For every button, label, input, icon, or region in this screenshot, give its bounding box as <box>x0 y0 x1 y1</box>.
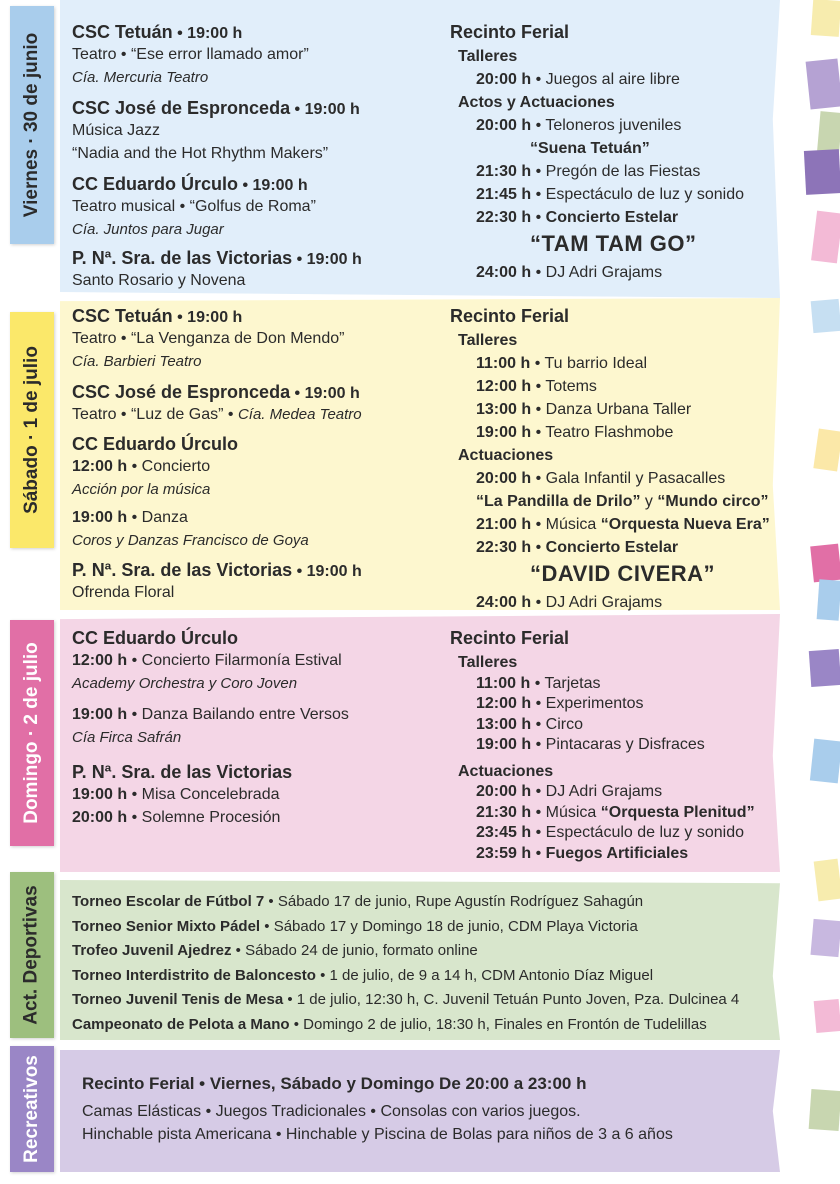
sports-row <box>72 892 643 912</box>
separator: • <box>531 401 546 418</box>
event-time: 19:00 h <box>476 424 532 441</box>
section-heading: Talleres <box>458 654 518 671</box>
event-time: 20:00 h <box>476 470 532 487</box>
venue-title <box>72 174 308 196</box>
event-line <box>72 197 316 217</box>
event-line <box>476 782 662 802</box>
venue-title <box>72 762 292 782</box>
separator: • <box>290 385 305 402</box>
headliner: “DAVID CIVERA” <box>530 561 716 586</box>
separator: • <box>531 844 546 862</box>
section-heading: Actos y Actuaciones <box>458 94 615 111</box>
event-line <box>72 651 342 671</box>
recreational-title: Recinto Ferial • Viernes, Sábado y Domingo De 20:00 a 23:00 h <box>82 1074 587 1093</box>
event-text: Teatro • “Ese error llamado amor” <box>72 46 309 63</box>
decor-shape <box>810 544 840 583</box>
venue-name: CSC Tetuán <box>72 22 173 42</box>
event-text: Concierto <box>141 458 211 475</box>
sports-label: Act. Deportivas <box>21 885 42 1025</box>
separator: • <box>223 406 238 423</box>
day-sunday-section <box>10 614 810 872</box>
event-line <box>72 271 245 291</box>
event-highlight: “Mundo circo” <box>657 493 769 510</box>
separator: • <box>531 71 546 88</box>
venue-name: CSC José de Espronceda <box>72 382 291 402</box>
venue-time: 19:00 h <box>304 101 360 118</box>
event-time: 19:00 h <box>72 786 128 803</box>
day-label: Sábado · 1 de julio <box>21 346 43 514</box>
separator: • <box>127 458 142 475</box>
event-text: Totems <box>545 378 597 395</box>
event-time: 24:00 h <box>476 264 532 281</box>
event-line <box>72 808 280 828</box>
event-text: Juegos al aire libre <box>545 71 680 88</box>
event-time: 23:59 h <box>476 844 532 862</box>
event-time: 21:00 h <box>476 516 532 533</box>
decor-shape <box>810 739 840 784</box>
event-text: Santo Rosario y Novena <box>72 272 246 289</box>
event-line <box>72 68 208 88</box>
event-text: Teatro Flashmobe <box>545 424 674 441</box>
recinto-title: Recinto Ferial <box>450 306 570 326</box>
event-line <box>476 735 705 755</box>
event-text: Pintacaras y Disfraces <box>545 736 705 753</box>
event-line <box>72 480 210 500</box>
recinto-title: Recinto Ferial <box>450 628 570 648</box>
event-time: 22:30 h <box>476 539 532 556</box>
event-line <box>476 116 681 136</box>
event-line <box>72 457 210 477</box>
event-line <box>72 674 297 694</box>
separator: • <box>289 1015 304 1033</box>
event-time: 20:00 h <box>476 71 532 88</box>
venue-time: 19:00 h <box>304 385 360 402</box>
separator: • <box>531 163 546 180</box>
venue-title <box>72 248 362 270</box>
event-line <box>72 728 181 748</box>
separator: • <box>531 378 546 395</box>
event-line <box>72 705 349 725</box>
separator: • <box>127 809 142 826</box>
event-line <box>476 515 770 535</box>
separator: • <box>531 539 546 556</box>
event-text: y <box>640 493 658 510</box>
day-tab <box>10 620 54 846</box>
event-text: Coros y Danzas Francisco de Goya <box>72 532 309 549</box>
recreational-line: Hinchable pista Americana • Hinchable y Piscina de Bolas para niños de 3 a 6 años <box>82 1126 673 1143</box>
event-line <box>72 785 280 805</box>
separator: • <box>531 594 546 611</box>
event-line <box>476 844 688 864</box>
event-text: Experimentos <box>545 695 644 712</box>
headliner: “TAM TAM GO” <box>530 231 697 256</box>
event-time: 11:00 h <box>476 674 531 692</box>
event-time: 12:00 h <box>476 378 532 395</box>
sports-event-name: Campeonato de Pelota a Mano <box>72 1015 290 1033</box>
separator: • <box>238 177 253 194</box>
event-text: Solemne Procesión <box>141 809 281 826</box>
day-friday-section <box>10 0 810 298</box>
event-text: Circo <box>545 715 583 733</box>
event-line <box>476 400 691 420</box>
event-highlight: “Orquesta Plenitud” <box>600 803 755 821</box>
event-highlight: “Suena Tetuán” <box>530 140 650 157</box>
sports-event-name: Torneo Escolar de Fútbol 7 <box>72 893 265 910</box>
venue-name: CC Eduardo Úrculo <box>72 628 239 648</box>
section-heading: Actuaciones <box>458 447 554 464</box>
event-text: Teatro musical • “Golfus de Roma” <box>72 198 316 215</box>
separator: • <box>531 209 546 226</box>
venue-name: CC Eduardo Úrculo <box>72 434 239 454</box>
sports-row <box>72 917 638 937</box>
venue-title <box>72 22 242 44</box>
event-text: Teatro • “La Venganza de Don Mendo” <box>72 330 345 347</box>
venue-time: 19:00 h <box>252 177 308 194</box>
separator: • <box>127 706 142 723</box>
event-text: Ofrenda Floral <box>72 584 175 601</box>
event-text: Gala Infantil y Pasacalles <box>545 470 726 487</box>
sports-row <box>72 1015 707 1035</box>
decor-shape <box>810 919 840 957</box>
recreational-label: Recreativos <box>21 1055 43 1163</box>
event-line <box>476 538 678 558</box>
decor-shape <box>806 58 840 109</box>
event-line <box>72 352 202 372</box>
event-line <box>476 263 662 283</box>
event-time: 12:00 h <box>72 458 128 475</box>
event-text: Cía. Barbieri Teatro <box>72 353 202 370</box>
separator: • <box>264 893 278 910</box>
decor-shape <box>811 0 840 37</box>
sports-event-detail: Sábado 24 de junio, formato online <box>245 942 478 959</box>
event-time: 21:30 h <box>476 163 532 180</box>
event-line <box>476 423 673 443</box>
separator: • <box>531 424 546 441</box>
event-text: Academy Orchestra y Coro Joven <box>72 675 298 692</box>
event-line <box>476 715 583 735</box>
separator: • <box>531 783 546 800</box>
event-text: DJ Adri Grajams <box>545 264 663 281</box>
event-line <box>476 70 680 90</box>
sports-event-detail: Sábado 17 y Domingo 18 de junio, CDM Playa Victoria <box>273 917 638 935</box>
separator: • <box>531 695 546 712</box>
event-time: 19:00 h <box>476 736 532 753</box>
event-time: 20:00 h <box>476 117 532 134</box>
event-time: 12:00 h <box>476 695 532 712</box>
event-time: 22:30 h <box>476 209 532 226</box>
section-heading: Talleres <box>458 332 518 349</box>
event-time: 19:00 h <box>72 706 128 723</box>
recreational-line: Camas Elásticas • Juegos Tradicionales • Consolas con varios juegos. <box>82 1103 581 1120</box>
event-text: “Nadia and the Hot Rhythm Makers” <box>72 145 329 162</box>
event-line <box>476 803 755 823</box>
event-line <box>476 377 597 397</box>
decor-shape <box>811 211 840 264</box>
separator: • <box>531 803 546 821</box>
day-label: Viernes · 30 de junio <box>21 32 42 218</box>
event-text: Danza Urbana Taller <box>545 401 692 418</box>
separator: • <box>231 942 246 959</box>
event-text: Música <box>545 803 601 821</box>
separator: • <box>531 186 546 203</box>
sports-event-name: Torneo Senior Mixto Pádel <box>72 917 261 935</box>
separator: • <box>127 509 142 526</box>
separator: • <box>531 516 546 533</box>
event-line <box>476 674 601 694</box>
event-line <box>72 405 362 425</box>
venue-time: 19:00 h <box>187 309 243 326</box>
event-text: Tarjetas <box>544 674 601 692</box>
event-text: Danza <box>141 509 188 526</box>
separator: • <box>292 563 307 580</box>
separator: • <box>127 652 142 669</box>
day-saturday-section <box>10 298 810 610</box>
event-text: Concierto Estelar <box>545 209 679 226</box>
sports-event-name: Torneo Interdistrito de Baloncesto <box>72 966 316 984</box>
decor-shape <box>817 579 840 620</box>
event-line <box>476 162 700 182</box>
event-text: Música Jazz <box>72 122 161 139</box>
venue-name: CSC Tetuán <box>72 306 173 326</box>
separator: • <box>531 117 546 134</box>
venue-name: P. Nª. Sra. de las Victorias <box>72 248 293 268</box>
decor-shape <box>811 299 840 333</box>
sports-event-detail: Sábado 17 de junio, Rupe Agustín Rodríguez Sahagún <box>277 893 644 910</box>
decor-shape <box>809 1089 840 1131</box>
recreational-tab <box>10 1046 54 1172</box>
event-highlight: “La Pandilla de Drilo” <box>476 493 641 510</box>
event-text: Espectáculo de luz y sonido <box>545 186 744 203</box>
event-text: Concierto Estelar <box>545 539 679 556</box>
event-text: Fuegos Artificiales <box>545 844 689 862</box>
separator: • <box>531 736 546 753</box>
event-time: 24:00 h <box>476 594 532 611</box>
sports-section <box>10 872 810 1042</box>
separator: • <box>260 917 274 935</box>
event-text: Música <box>545 516 601 533</box>
event-line <box>72 583 174 603</box>
event-text: Danza Bailando entre Versos <box>141 706 349 723</box>
section-heading: Actuaciones <box>458 762 554 780</box>
decor-shape <box>814 999 840 1033</box>
separator: • <box>531 715 546 733</box>
event-time: 13:00 h <box>476 715 532 733</box>
event-text: Teatro • “Luz de Gas” <box>72 406 224 423</box>
event-text: Pregón de las Fiestas <box>545 163 701 180</box>
sports-tab <box>10 872 54 1038</box>
separator: • <box>531 264 546 281</box>
decor-shape <box>809 649 840 687</box>
decor-shape <box>814 859 840 902</box>
company-name: Cía. Medea Teatro <box>237 406 362 423</box>
day-tab <box>10 6 54 244</box>
event-time: 21:45 h <box>476 186 532 203</box>
event-line <box>72 45 309 65</box>
event-highlight: “Orquesta Nueva Era” <box>600 516 770 533</box>
event-text: Teloneros juveniles <box>545 117 682 134</box>
separator: • <box>530 355 545 372</box>
venue-time: 19:00 h <box>306 563 362 580</box>
day-tab <box>10 312 54 548</box>
event-text: Concierto Filarmonía Estival <box>141 652 342 669</box>
event-highlight-pair <box>476 492 768 512</box>
event-line <box>476 694 643 714</box>
event-line <box>476 354 647 374</box>
sports-event-name: Trofeo Juvenil Ajedrez <box>72 942 232 959</box>
venue-title <box>72 382 360 404</box>
event-time: 20:00 h <box>476 783 532 800</box>
sports-row <box>72 990 739 1010</box>
event-text: Acción por la música <box>72 481 211 498</box>
separator: • <box>292 251 307 268</box>
event-line <box>72 121 160 141</box>
venue-title <box>72 434 238 454</box>
event-line <box>476 823 744 843</box>
venue-title <box>72 560 362 582</box>
sports-event-detail: Domingo 2 de julio, 18:30 h, Finales en Frontón de Tudelillas <box>303 1015 707 1033</box>
event-text: Cía Firca Safrán <box>72 729 182 746</box>
event-line <box>72 531 309 551</box>
event-line <box>72 508 188 528</box>
event-time: 11:00 h <box>476 355 531 372</box>
separator: • <box>172 309 188 326</box>
venue-title <box>72 628 238 648</box>
event-text: Misa Concelebrada <box>141 786 280 803</box>
event-time: 23:45 h <box>476 824 532 841</box>
venue-name: CC Eduardo Úrculo <box>72 174 239 194</box>
separator: • <box>531 470 546 487</box>
venue-title <box>72 98 360 120</box>
recreational-section <box>10 1046 810 1176</box>
sports-event-name: Torneo Juvenil Tenis de Mesa <box>72 991 284 1008</box>
event-time: 13:00 h <box>476 401 532 418</box>
sports-event-detail: 1 de julio, 12:30 h, C. Juvenil Tetuán Punto Joven, Pza. Dulcinea 4 <box>296 991 740 1008</box>
recinto-title: Recinto Ferial <box>450 22 570 42</box>
event-line <box>476 208 678 228</box>
event-text: DJ Adri Grajams <box>545 594 663 611</box>
separator: • <box>530 674 545 692</box>
separator: • <box>172 25 188 42</box>
event-text: DJ Adri Grajams <box>545 783 663 800</box>
venue-title <box>72 306 242 328</box>
event-line <box>476 469 725 489</box>
event-line <box>476 593 662 613</box>
separator: • <box>531 824 546 841</box>
event-text: Cía. Juntos para Jugar <box>72 221 224 238</box>
event-line <box>72 144 328 164</box>
separator: • <box>290 101 305 118</box>
day-label: Domingo · 2 de julio <box>21 642 42 824</box>
event-text: Cía. Mercuria Teatro <box>72 69 209 86</box>
event-time: 12:00 h <box>72 652 128 669</box>
separator: • <box>127 786 142 803</box>
separator: • <box>315 966 330 984</box>
event-time: 20:00 h <box>72 809 128 826</box>
venue-name: P. Nª. Sra. de las Victorias <box>72 762 293 782</box>
event-text: Tu barrio Ideal <box>544 355 648 372</box>
sports-row <box>72 966 653 986</box>
event-time: 21:30 h <box>476 803 532 821</box>
event-line <box>72 329 344 349</box>
separator: • <box>283 991 297 1008</box>
event-time: 19:00 h <box>72 509 128 526</box>
section-heading: Talleres <box>458 48 518 65</box>
venue-time: 19:00 h <box>187 25 243 42</box>
venue-name: P. Nª. Sra. de las Victorias <box>72 560 293 580</box>
venue-name: CSC José de Espronceda <box>72 98 291 118</box>
sports-row <box>72 941 478 961</box>
venue-time: 19:00 h <box>306 251 362 268</box>
sports-event-detail: 1 de julio, de 9 a 14 h, CDM Antonio Díaz Miguel <box>329 966 654 984</box>
event-line <box>476 185 744 205</box>
event-text: Espectáculo de luz y sonido <box>545 824 744 841</box>
decor-shape <box>813 429 840 472</box>
event-line <box>72 220 224 240</box>
